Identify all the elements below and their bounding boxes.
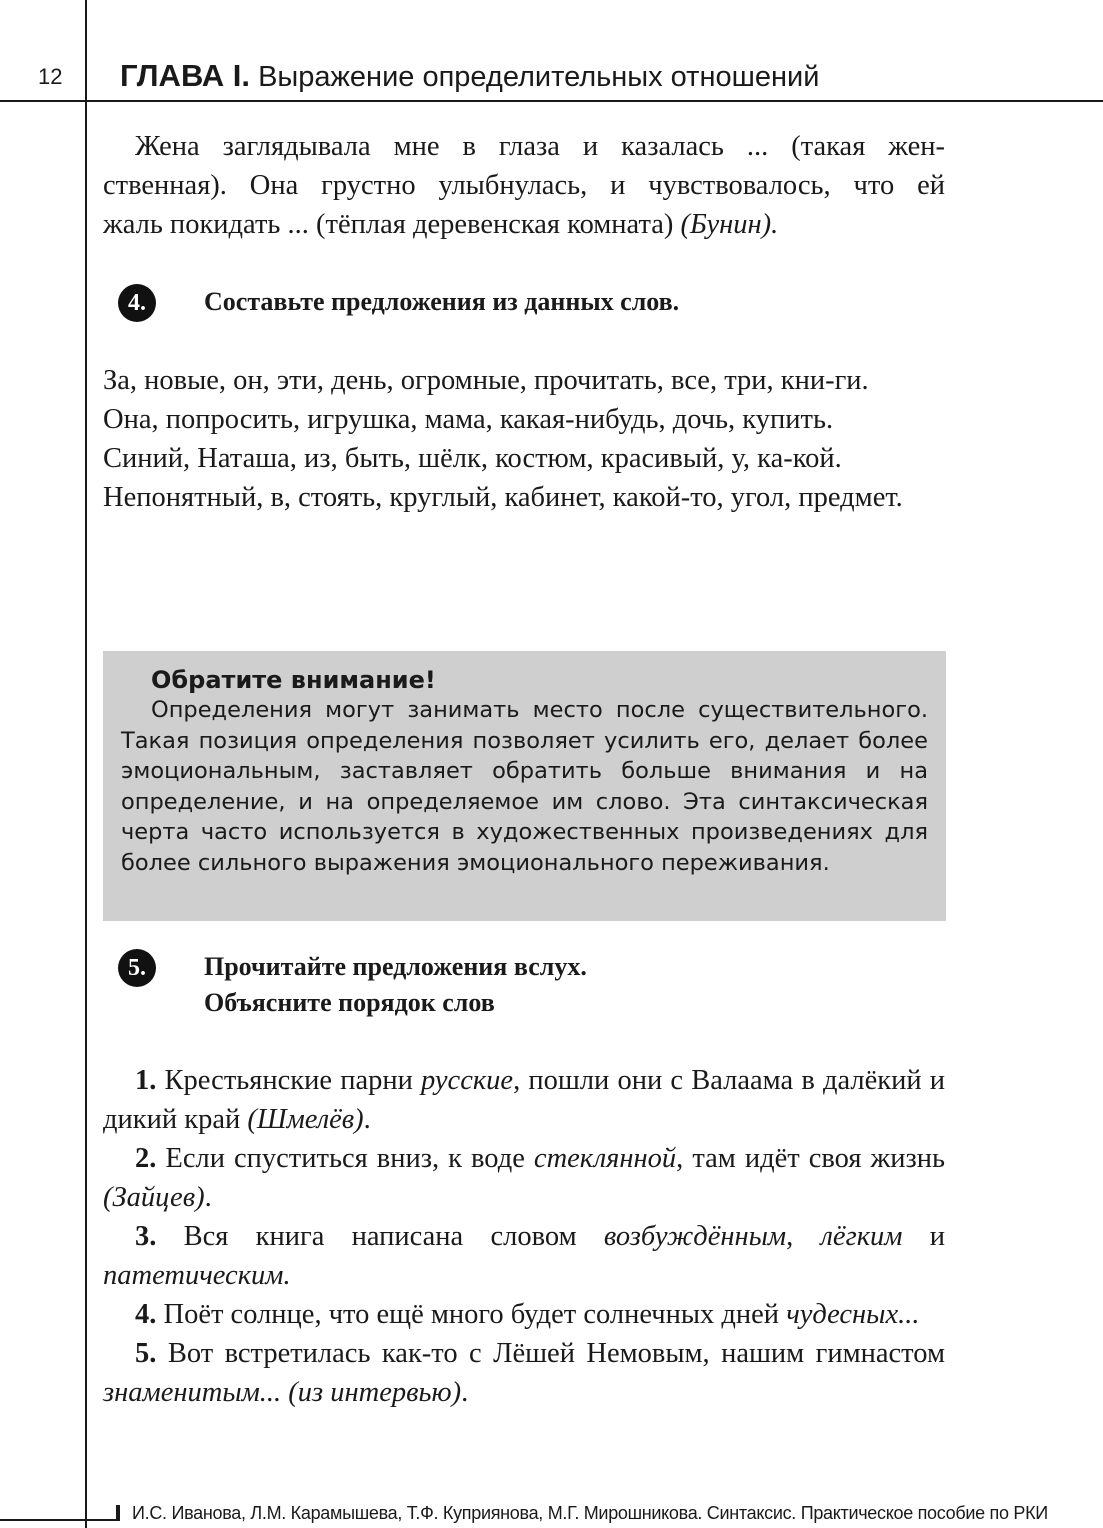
exercise-5-title-line-2: Объясните порядок слов: [204, 988, 495, 1017]
item-text: Вот встретилась как-то с Лёшей Немовым, нашим гимнастом: [167, 1338, 945, 1369]
item-text: Вся книга написана словом: [183, 1221, 604, 1252]
footer-rule: [0, 1519, 120, 1521]
chapter-title: Выражение определительных отношений: [258, 61, 820, 93]
intro-paragraph: [103, 127, 945, 244]
item-author: (Шмелёв): [247, 1104, 364, 1135]
item-author: (Зайцев): [103, 1182, 205, 1213]
item-text: Крестьянские парни: [164, 1065, 422, 1096]
note-text: Определения могут занимать место после существительного. Такая позиция определения позволяет усилить его, делает более эмоциональным, заставляет обратить больше внимания и на определение, и на определяемое им слово. Эта синтаксическая черта часто используется в художественных произведениях для более сильного выражения эмоционального переживания.: [121, 697, 928, 876]
list-item: [103, 1217, 945, 1295]
item-italic: возбуждённым: [603, 1221, 787, 1252]
item-number: 4.: [135, 1299, 157, 1330]
exercise-4-number: 4.: [118, 284, 156, 322]
page-number: 12: [38, 64, 63, 89]
list-item: [103, 1334, 945, 1412]
footer-marker: [116, 1505, 120, 1521]
item-number: 2.: [135, 1143, 157, 1174]
intro-line-3: [103, 205, 945, 244]
item-text: , пошли они с Валаама в далёкий и дикий край: [103, 1065, 945, 1135]
item-number: 3.: [135, 1221, 157, 1252]
exercise-4-sentences: [103, 361, 945, 517]
sentence-3: Синий, Наташа, из, быть, шёлк, костюм, красивый, у, ка-кой.: [103, 443, 842, 474]
item-italic: стеклянной: [533, 1143, 677, 1174]
exercise-5-title: [204, 949, 587, 1021]
note-title: Обратите внимание!: [151, 666, 436, 694]
item-text: , там идёт своя жизнь: [676, 1143, 945, 1174]
item-number: 5.: [135, 1338, 157, 1369]
item-italic: знаменитым... (из интервью): [103, 1377, 462, 1408]
exercise-5-list: [103, 1061, 945, 1412]
attention-note-box: [103, 651, 946, 921]
margin-rule-vertical: [85, 0, 87, 1528]
sentence-1: За, новые, он, эти, день, огромные, прочитать, все, три, кни-ги.: [103, 365, 869, 396]
item-italic: русские: [421, 1065, 514, 1096]
exercise-5-heading: [118, 949, 878, 1029]
item-italic: патетическим.: [103, 1260, 291, 1291]
item-text: и: [902, 1221, 945, 1252]
chapter-label: ГЛАВА I.: [120, 58, 251, 93]
exercise-5-title-line-1: Прочитайте предложения вслух.: [204, 952, 587, 981]
list-item: [103, 1295, 945, 1334]
item-text: Поёт солнце, что ещё много будет солнечных дней: [163, 1299, 787, 1330]
sentence-2: Она, попросить, игрушка, мама, какая-нибудь, дочь, купить.: [103, 404, 834, 435]
exercise-5-number: 5.: [118, 949, 156, 987]
sentence-4: Непонятный, в, стоять, круглый, кабинет, какой-то, угол, предмет.: [103, 482, 903, 513]
item-text: .: [204, 1182, 212, 1213]
running-header: [120, 58, 819, 94]
list-item: [103, 1139, 945, 1217]
footer-citation: И.С. Иванова, Л.М. Карамышева, Т.Ф. Куприянова, М.Г. Мирошникова. Синтаксис. Практическое пособие по РКИ: [132, 1503, 1048, 1523]
item-number: 1.: [135, 1065, 157, 1096]
list-item: [103, 1061, 945, 1139]
item-text: .: [363, 1104, 371, 1135]
item-italic: чудесных...: [786, 1299, 920, 1330]
intro-line-1: Жена заглядывала мне в глаза и казалась ... (такая жен-: [135, 131, 945, 162]
intro-line-2: ственная). Она грустно улыбнулась, и чувствовалось, что ей: [103, 170, 945, 201]
item-text: .: [461, 1377, 469, 1408]
item-text: ,: [786, 1221, 821, 1252]
intro-line-3-text: жаль покидать ... (тёплая деревенская комната): [103, 209, 674, 240]
item-italic: лёгким: [820, 1221, 903, 1252]
exercise-4-title: Составьте предложения из данных слов.: [204, 287, 680, 316]
item-text: Если спуститься вниз, к воде: [165, 1143, 534, 1174]
header-rule: [0, 100, 1103, 102]
intro-author: (Бунин).: [680, 209, 779, 240]
